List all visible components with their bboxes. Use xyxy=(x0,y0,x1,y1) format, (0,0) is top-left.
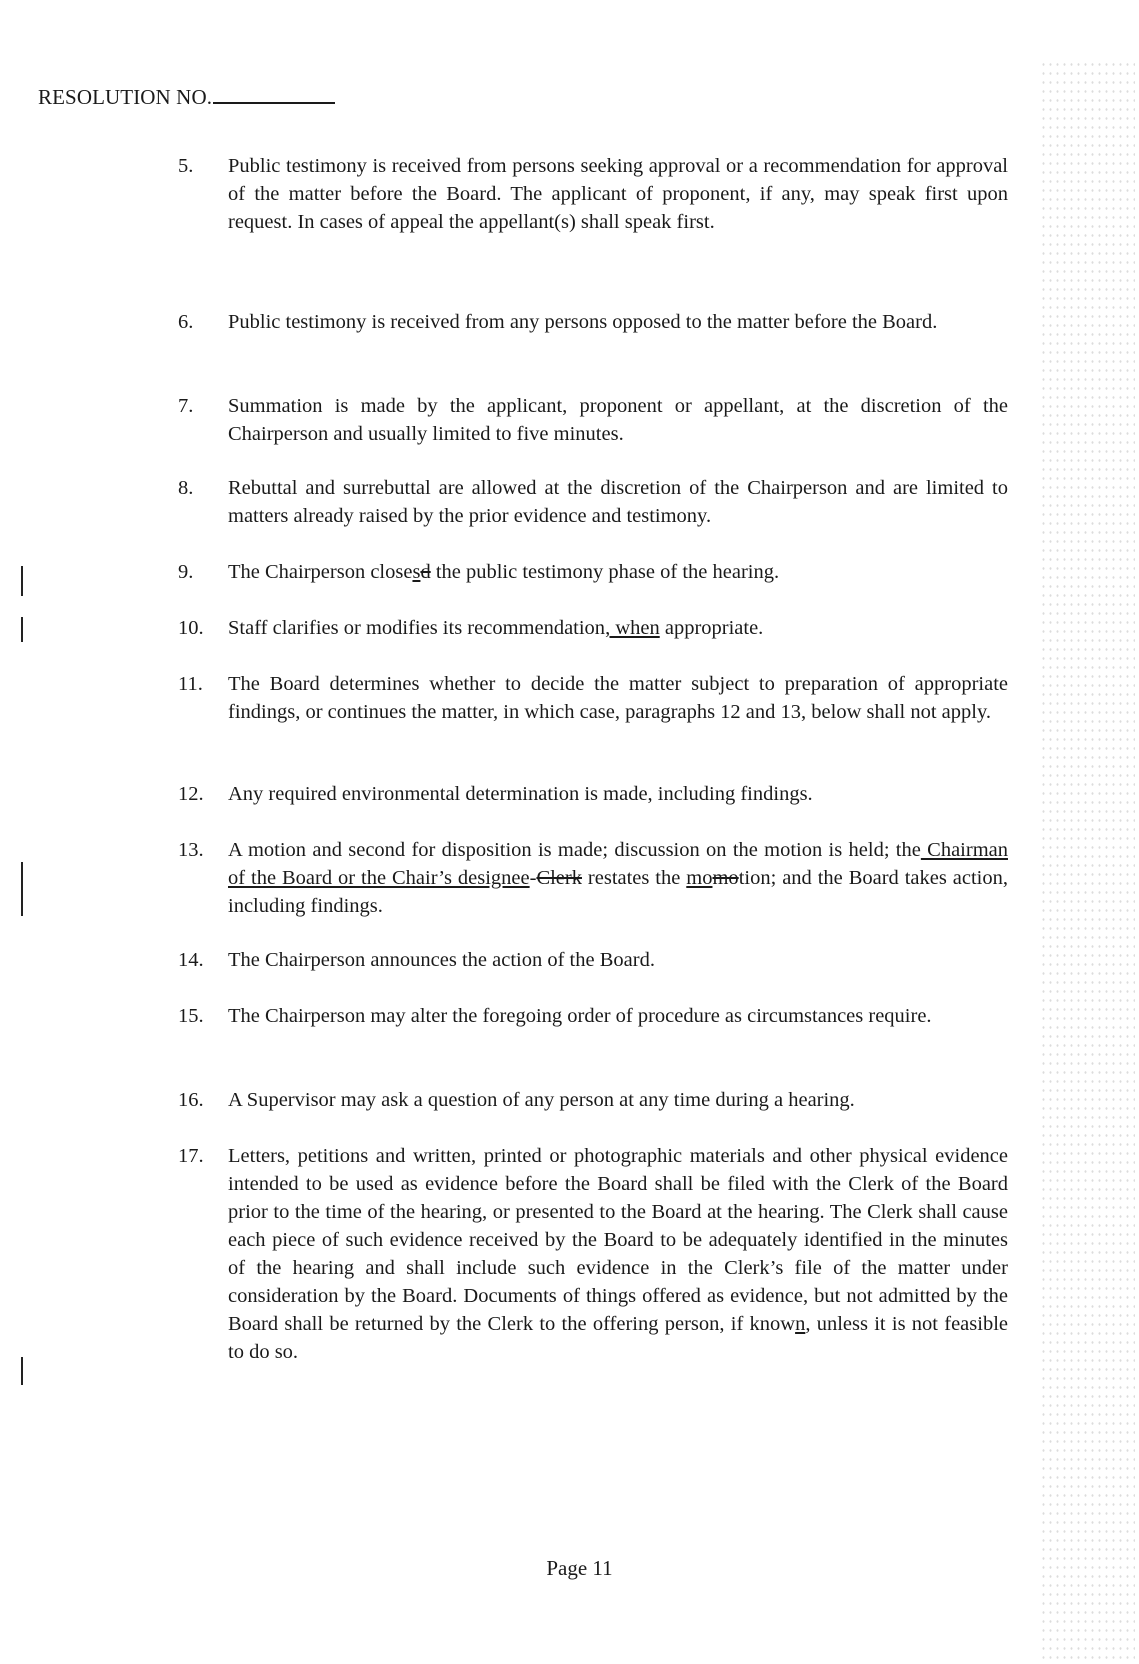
list-item xyxy=(178,670,1008,726)
resolution-number-blank xyxy=(213,84,335,104)
list-item xyxy=(178,780,1008,808)
list-item xyxy=(178,614,1008,642)
item-text xyxy=(228,614,1008,642)
item-text-segment: appropriate. xyxy=(659,617,764,639)
item-text-segment: Staff clarifies or modifies its recommendation xyxy=(228,617,606,639)
item-number: 10. xyxy=(178,617,204,639)
item-text xyxy=(228,946,1008,974)
item-text-segment: The Chairperson may alter the foregoing order of procedure as circumstances require. xyxy=(228,1005,932,1027)
item-text-segment: A Supervisor may ask a question of any person at any time during a hearing. xyxy=(228,1089,855,1111)
change-bar xyxy=(21,862,23,916)
item-number: 13. xyxy=(178,839,204,861)
item-number: 17. xyxy=(178,1145,204,1167)
item-text-segment: The Board determines whether to decide the matter subject to preparation of appropriate findings, or continues the matter, in which case, paragraphs 12 and 13, below shall not apply. xyxy=(228,673,1008,723)
item-number: 12. xyxy=(178,783,204,805)
change-bar xyxy=(21,1357,23,1385)
item-number: 14. xyxy=(178,949,204,971)
item-number: 15. xyxy=(178,1005,204,1027)
item-text-segment: Summation is made by the applicant, proponent or appellant, at the discretion of the Chairperson and usually limited to five minutes. xyxy=(228,395,1008,445)
item-text xyxy=(228,1142,1008,1366)
item-text xyxy=(228,558,1008,586)
item-text xyxy=(228,1086,1008,1114)
item-text-segment: , unless it is not feasible to do so. xyxy=(228,1313,1008,1363)
item-text-segment: the public testimony phase of the hearing. xyxy=(430,561,780,583)
item-number: 11. xyxy=(178,673,203,695)
item-text-segment: Any required environmental determination is made, including findings. xyxy=(228,783,813,805)
item-text xyxy=(228,836,1008,920)
item-text xyxy=(228,670,1008,726)
item-text xyxy=(228,1002,1008,1030)
change-bar xyxy=(21,617,23,642)
item-number: 8. xyxy=(178,477,194,499)
inserted-text: n xyxy=(795,1313,806,1335)
list-item xyxy=(178,1086,1008,1114)
deleted-text: mo xyxy=(712,867,739,889)
list-item xyxy=(178,308,1008,336)
page-number: Page 11 xyxy=(546,1556,613,1580)
list-item xyxy=(178,1142,1008,1366)
list-item xyxy=(178,474,1008,530)
item-text-segment: Public testimony is received from persons seeking approval or a recommendation for approval of the matter before the Board. The applicant of proponent, if any, may speak first upon request. In cases of appeal the appellant(s) shall speak first. xyxy=(228,155,1008,233)
list-item xyxy=(178,946,1008,974)
item-text xyxy=(228,308,1008,336)
deleted-text: Clerk xyxy=(536,867,582,889)
item-text-segment: Rebuttal and surrebuttal are allowed at the discretion of the Chairperson and are limited to matters already raised by the prior evidence and testimony. xyxy=(228,477,1008,527)
resolution-label: RESOLUTION NO. xyxy=(38,85,213,109)
item-text-segment: - xyxy=(529,867,537,889)
inserted-text: , when xyxy=(605,617,660,639)
item-number: 9. xyxy=(178,561,194,583)
change-bar xyxy=(21,566,23,596)
item-number: 16. xyxy=(178,1089,204,1111)
item-text-segment: tion; and the Board takes action, including findings. xyxy=(228,867,1008,917)
item-text-segment: restates the xyxy=(581,867,687,889)
list-item xyxy=(178,836,1008,920)
deleted-text: d xyxy=(420,561,431,583)
item-text xyxy=(228,780,1008,808)
item-text-segment: A motion and second for disposition is made; discussion on the motion is held; the xyxy=(228,839,921,861)
item-text-segment: Letters, petitions and written, printed or photographic materials and other physical evidence intended to be used as evidence before the Board shall be filed with the Clerk of the Board prior to the time of the hearing, or presented to the Board at the hearing. The Clerk shall cause each piece of such evidence received by the Board to be adequately identified in the minutes of the hearing and shall include such evidence in the Clerk’s file of the matter under consideration by the Board. Documents of things offered as evidence, but not admitted by the Board shall be returned by the Clerk to the offering person, if know xyxy=(228,1145,1008,1335)
scan-noise xyxy=(1040,60,1135,1660)
page-footer xyxy=(0,1556,1139,1581)
item-text xyxy=(228,152,1008,236)
list-item xyxy=(178,392,1008,448)
resolution-header xyxy=(38,84,335,110)
item-number: 6. xyxy=(178,311,194,333)
list-item xyxy=(178,152,1008,236)
inserted-text: mo xyxy=(686,867,713,889)
list-item xyxy=(178,558,1008,586)
item-text xyxy=(228,474,1008,530)
list-item xyxy=(178,1002,1008,1030)
item-number: 5. xyxy=(178,155,194,177)
item-text xyxy=(228,392,1008,448)
item-number: 7. xyxy=(178,395,194,417)
inserted-text: s xyxy=(412,561,421,583)
item-text-segment: Public testimony is received from any persons opposed to the matter before the Board. xyxy=(228,311,938,333)
item-text-segment: The Chairperson announces the action of the Board. xyxy=(228,949,655,971)
item-text-segment: The Chairperson close xyxy=(228,561,413,583)
inserted-text: Chairman of the Board or the Chair’s designee xyxy=(228,839,1008,889)
